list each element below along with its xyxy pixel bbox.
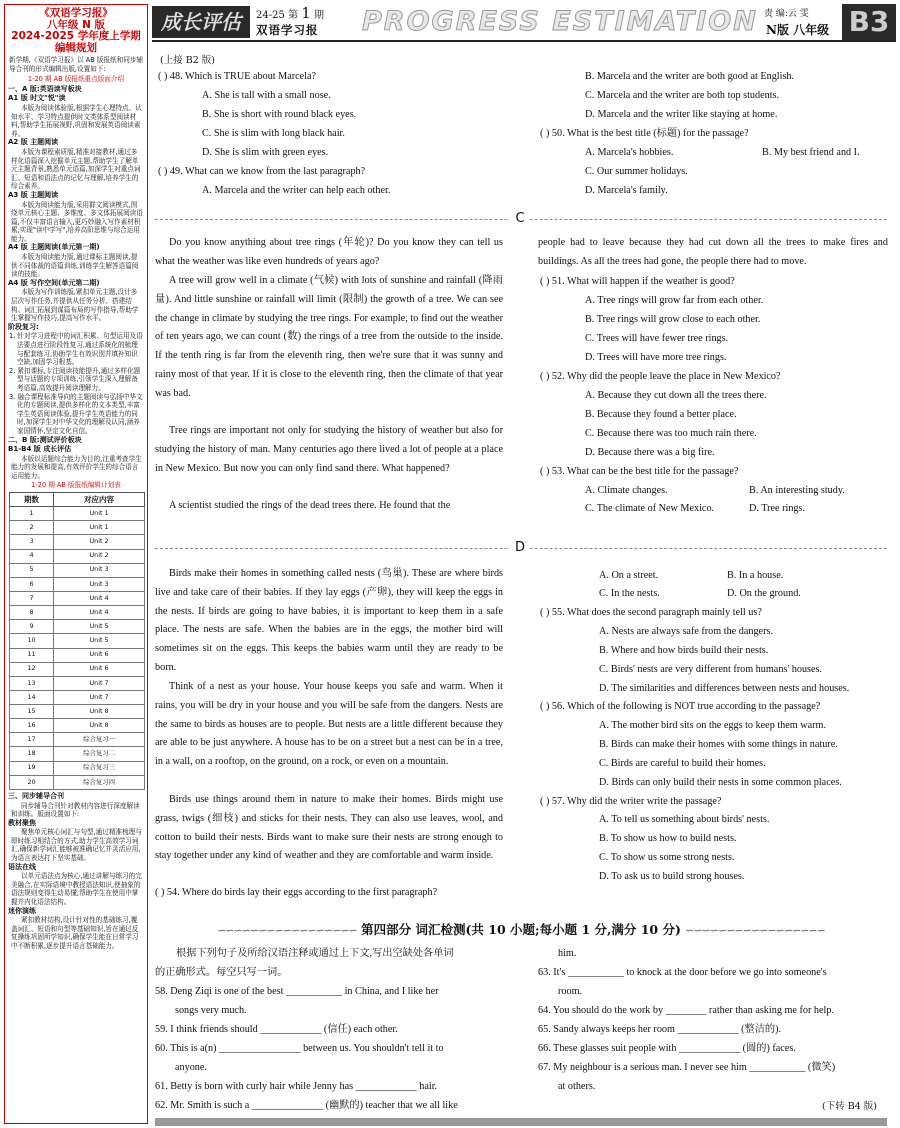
issue-cell: 14	[10, 690, 54, 704]
question-53: ( ) 53. What can be the best title for the passage?	[540, 466, 739, 477]
edition-label: N版 八年级	[766, 23, 830, 37]
content-cell: Unit 7	[54, 676, 145, 690]
c2-heading: 语法在线	[8, 862, 36, 871]
content-cell: Unit 4	[54, 591, 145, 605]
option: C. Because there was too much rain there.	[585, 428, 757, 439]
issue-cell: 16	[10, 719, 54, 733]
a4-text-2: 本版为写作训练版,紧扣单元主题,设计多层次写作任务,并提供从任务分析、搭建结构、词汇拓展到谋篇布局的写作指导,帮助学生掌握写作技巧,提高写作水平。	[11, 288, 139, 323]
content-cell: 综合复习四	[54, 775, 145, 789]
question-56: ( ) 56. Which of the following is NOT true according to the passage?	[540, 701, 821, 712]
a1-text: 本版为阅读体验版,根据学生心理特点、认知水平、学习特点提供时文类体系型阅读材料,帮助学生拓展视野,巩固和发展英语阅读素养。	[11, 103, 142, 138]
stage-review-list	[5, 332, 147, 435]
c1-heading: 教材聚焦	[8, 818, 36, 827]
sidebar-red-heading: 1-20 期 AB 版报纸重点版面介绍	[27, 75, 125, 84]
vocab-item-66: 66. These glasses suit people with ____________ (圆的) faces.	[538, 1043, 796, 1054]
vocab-item-59: 59. I think friends should ____________ (信任) each other.	[155, 1024, 398, 1035]
table-row	[10, 648, 145, 662]
issue-cell: 9	[10, 620, 54, 634]
list-item: 2. 紧扣课标,专注阅读技能提升,通过多样化题型与话题的专项训练,引领学生深入理解备考语篇,高效提升阅读理解力。	[9, 366, 141, 392]
table-row	[10, 634, 145, 648]
section-c-text: 同步辅导合刊针对教材内容进行深度解读和训练。版面设置如下:	[11, 801, 140, 819]
option: A. Climate changes.	[585, 485, 668, 496]
issue-cell: 18	[10, 747, 54, 761]
vocab-item-60-cont: anyone.	[175, 1062, 207, 1073]
content-cell: 综合复习三	[54, 761, 145, 775]
page-header	[152, 4, 896, 42]
wave-decoration: ∽∽∽∽∽∽∽∽∽∽∽∽∽∽∽∽∽	[217, 924, 357, 937]
option: B. To show us how to build nests.	[599, 833, 737, 844]
c2-text: 以单元语法点为核心,通过讲解与练习的完美融合,在实际语境中教授语法知识,使抽象的语法规则变得生动易懂,帮助学生在使用中掌握并内化语法结构。	[11, 872, 142, 907]
option: A. To tell us something about birds' nests.	[599, 814, 770, 825]
option: B. She is short with round black eyes.	[202, 109, 357, 120]
option: B. Tree rings will grow close to each other.	[585, 314, 761, 325]
issue-cell: 10	[10, 634, 54, 648]
option: C. In the nests.	[599, 588, 660, 599]
list-item: 1. 针对学习进程中的词汇积累、句型运用及语法要点进行阶段性复习,通过系统化的梳理与配套练习,协助学生有效识别并填补知识空缺,加固学习根基。	[9, 332, 143, 367]
option: D. Because there was a big fire.	[585, 447, 715, 458]
option: D. The similarities and differences between nests and houses.	[599, 683, 850, 694]
option: D. On the ground.	[727, 588, 801, 599]
passage-c-paragraph: people had to leave because they had cut down all the trees to make fires and buildings. As all the trees had gone, the people there had to move.	[538, 237, 888, 267]
plan-table-heading: 1-20 期 AB 版报纸编辑计划表	[31, 480, 121, 489]
table-row	[10, 705, 145, 719]
option: C. Birds' nests are very different from humans' houses.	[599, 664, 823, 675]
section-a-heading: 一、A 版:英语读写板块	[8, 84, 82, 93]
a4-heading-1: A4 版 主题阅读(单元第一期)	[8, 243, 100, 252]
question-50: ( ) 50. What is the best title (标题) for the passage?	[540, 128, 749, 139]
option: A. The mother bird sits on the eggs to keep them warm.	[599, 720, 827, 731]
vocab-item-65: 65. Sandy always keeps her room ____________ (整洁的).	[538, 1024, 782, 1035]
table-row	[10, 563, 145, 577]
content-cell: Unit 6	[54, 648, 145, 662]
issue-cell: 19	[10, 761, 54, 775]
option: C. To show us some strong nests.	[599, 852, 735, 863]
option: A. Because they cut down all the trees there.	[585, 390, 767, 401]
content-cell: Unit 3	[54, 577, 145, 591]
option: A. She is tall with a small nose.	[202, 90, 331, 101]
issue-cell: 13	[10, 676, 54, 690]
continued-on-note: (下转 B4 版)	[822, 1101, 877, 1112]
vocab-item-63: 63. It's ___________ to knock at the door before we go into someone's	[538, 967, 827, 978]
passage-c-paragraph: Tree rings are important not only for studying the history of weather but also for studying the history of man. Many centuries ago there lived a lot of people at a place in New Mexico. But now you can only find sand there. What happened?	[155, 425, 503, 474]
table-row	[10, 620, 145, 634]
list-item: 3. 融合课程标准导向的主题阅读与弘扬中华文化的专题阅读,提供多样化的文本类型,丰富学生英语阅读体验,提升学生英语能力的同时,加深学生对中华文化的理解及认同,涵养家国情怀,坚定文化自信。	[9, 392, 143, 435]
table-header: 对应内容	[54, 493, 145, 507]
instruction: 的正确形式。每空只写一词。	[155, 967, 288, 978]
option: D. Birds can only build their nests in some common places.	[599, 777, 842, 788]
option: C. Our summer holidays.	[585, 166, 688, 177]
question-54: ( ) 54. Where do birds lay their eggs according to the first paragraph?	[155, 887, 438, 898]
option: C. Birds are careful to build their homes.	[599, 758, 766, 769]
issue-cell: 20	[10, 775, 54, 789]
table-row	[10, 507, 145, 521]
option: B. In a house.	[727, 570, 784, 581]
continued-note: (上接 B2 版)	[160, 55, 215, 66]
paper-name: 双语学习报	[256, 23, 319, 37]
table-row	[10, 606, 145, 620]
issue-cell: 11	[10, 648, 54, 662]
a4-heading-2: A4 版 写作空间(单元第二期)	[8, 278, 100, 287]
issue-cell: 3	[10, 535, 54, 549]
c1-text: 聚焦单元核心词汇与句型,通过精准梳理与即时练习相结合的方式,助力学生高效学习词汇,确保新学词汇能够被准确记忆并灵活应用,为语言表达打下坚实基础。	[11, 828, 142, 863]
option: B. Birds can make their homes with some things in nature.	[599, 739, 838, 750]
option: A. Nests are always safe from the dangers.	[599, 626, 773, 637]
option: D. She is slim with green eyes.	[202, 147, 329, 158]
passage-c-paragraph: A scientist studied the rings of the dead trees there. He found that the	[169, 500, 451, 511]
issue-cell: 4	[10, 549, 54, 563]
section-logo: 成长评估	[152, 6, 250, 38]
vocab-item-58: 58. Deng Ziqi is one of the best ___________ in China, and I like her	[155, 986, 439, 997]
question-57: ( ) 57. Why did the writer write the passage?	[540, 796, 722, 807]
footer-bar	[155, 1118, 887, 1126]
table-row	[10, 690, 145, 704]
content-cell: Unit 3	[54, 563, 145, 577]
table-row	[10, 719, 145, 733]
issue-cell: 8	[10, 606, 54, 620]
option: C. She is slim with long black hair.	[202, 128, 345, 139]
passage-c-paragraph: Do you know anything about tree rings (年轮)? Do you know they can tell us what the weather was like even hundreds of years ago?	[155, 237, 503, 267]
instruction: 根据下列句子及所给汉语注释或通过上下文,写出空缺处各单词	[176, 948, 454, 959]
option: A. Marcela and the writer can help each other.	[202, 185, 391, 196]
a3-heading: A3 版 主题阅读	[8, 190, 59, 199]
section-c-label: C	[510, 211, 530, 226]
vocab-item-63-cont: room.	[558, 986, 583, 997]
issue-cell: 17	[10, 733, 54, 747]
question-55: ( ) 55. What does the second paragraph mainly tell us?	[540, 607, 762, 618]
vocab-item-61: 61. Betty is born with curly hair while Jenny has ____________ hair.	[155, 1081, 438, 1092]
issue-cell: 12	[10, 662, 54, 676]
section-c-heading: 三、同步辅导合刊	[8, 791, 64, 800]
table-row	[10, 591, 145, 605]
a3-text: 本版为阅读能力版,采用群文阅读模式,围绕单元核心主题、多维度、多文体拓展阅读语篇,不仅丰富语言输入,更巧妙融入写作素材积累,实现"读中学写",培养高阶思维与综合运用能力。	[11, 200, 143, 243]
option: B. My best friend and I.	[762, 147, 860, 158]
vocab-item-58-cont: songs very much.	[175, 1005, 247, 1016]
option: C. Marcela and the writer are both top students.	[585, 90, 780, 101]
c3-heading: 迷你演练	[8, 906, 36, 915]
content-cell: Unit 2	[54, 549, 145, 563]
issue-number: 24-25 第 1 期	[256, 4, 324, 22]
option: B. Where and how birds build their nests.	[599, 645, 769, 656]
vocab-item-62: 62. Mr. Smith is such a ______________ (幽默的) teacher that we all like	[155, 1100, 458, 1111]
option: D. Tree rings.	[749, 503, 806, 514]
a2-text: 本版为课程素质版,精准对接教材,通过多样化语篇深入挖掘单元主题,帮助学生了解单元主题背景,熟悉单元语篇,加深学生对重点词汇、短语和语法点的记忆与理解,培养学生的综合素养。	[11, 147, 141, 191]
wave-decoration: ∽∽∽∽∽∽∽∽∽∽∽∽∽∽∽∽∽	[685, 924, 825, 937]
sidebar-editorial-plan	[4, 4, 148, 1124]
content-cell: Unit 8	[54, 705, 145, 719]
option: D. Marcela and the writer like staying at home.	[585, 109, 778, 120]
content-cell: Unit 1	[54, 507, 145, 521]
b1-text: 本版以话题综合能力为目的,注重考查学生能力的发展和提高,有效评价学生的综合语言运用能力。	[11, 454, 142, 480]
a1-heading: A1 版 时文"悦"读	[8, 94, 66, 103]
issue-cell: 15	[10, 705, 54, 719]
table-row	[10, 521, 145, 535]
question-51: ( ) 51. What will happen if the weather is good?	[540, 276, 735, 287]
sidebar-title: 《双语学习报》 八年级 N 版 2024-2025 学年度上学期 编辑规划	[11, 7, 141, 54]
option: B. An interesting study.	[749, 485, 845, 496]
content-cell: Unit 5	[54, 634, 145, 648]
content-cell: 综合复习一	[54, 733, 145, 747]
passage-d-paragraph: Birds use things around them in nature to make their homes. Birds might use grass, twigs (细枝) and sticks for their nests. They can also use leaves, wool, and cotton to build their nests. Birds want to make sure their nests are strong enough to stay together under any kind of weather and they are comfortable and warm inside.	[155, 794, 503, 862]
table-header: 期数	[10, 493, 54, 507]
page-badge: B3	[842, 4, 896, 40]
table-row	[10, 733, 145, 747]
issue-cell: 6	[10, 577, 54, 591]
content-cell: 综合复习二	[54, 747, 145, 761]
question-52: ( ) 52. Why did the people leave the place in New Mexico?	[540, 371, 781, 382]
table-row	[10, 549, 145, 563]
table-row	[10, 676, 145, 690]
table-row	[10, 747, 145, 761]
content-cell: Unit 6	[54, 662, 145, 676]
passage-d-paragraph: Think of a nest as your house. Your house keeps you safe and warm. When it rains, you will be dry in your house and you will be safe from the dangers. Nests are the same to birds as houses are to people. But nests are a little different because they are able to be just anywhere. A house has to be on a street but a nest can be in a tree, in a wall, on a rooftop, on the ground, on a rock, or even on a mountain.	[155, 681, 503, 768]
vocab-item-67: 67. My neighbour is a serious man. I never see him ___________ (微笑)	[538, 1062, 836, 1073]
content-cell: Unit 1	[54, 521, 145, 535]
part4-heading: ∽∽∽∽∽∽∽∽∽∽∽∽∽∽∽∽∽ 第四部分 词汇检测(共 10 小题;每小题 1 分,满分 10 分) ∽∽∽∽∽∽∽∽∽∽∽∽∽∽∽∽∽	[217, 922, 825, 937]
issue-cell: 2	[10, 521, 54, 535]
option: D. Trees will have more tree rings.	[585, 352, 727, 363]
option: B. Because they found a better place.	[585, 409, 737, 420]
editor-credit: 责 编:云 雯	[764, 9, 809, 19]
stage-review-heading: 阶段复习:	[8, 322, 39, 331]
banner-title: PROGRESS ESTIMATION	[362, 6, 758, 37]
plan-table	[9, 492, 145, 790]
table-row	[10, 775, 145, 789]
content-cell: Unit 8	[54, 719, 145, 733]
table-row	[10, 535, 145, 549]
question-48: ( ) 48. Which is TRUE about Marcela?	[158, 71, 317, 82]
b1-heading: B1-B4 版 成长评估	[8, 445, 72, 454]
vocab-item-60: 60. This is a(n) ________________ between us. You shouldn't tell it to	[155, 1043, 444, 1054]
section-d-label: D	[510, 540, 530, 555]
option: A. On a street.	[599, 570, 659, 581]
option: A. Tree rings will grow far from each other.	[585, 295, 764, 306]
content-cell: Unit 2	[54, 535, 145, 549]
option: A. Marcela's hobbies.	[585, 147, 674, 158]
vocab-item-64: 64. You should do the work by ________ rather than asking me for help.	[538, 1005, 834, 1016]
vocab-item-62-cont: him.	[558, 948, 577, 959]
question-49: ( ) 49. What can we know from the last paragraph?	[158, 166, 366, 177]
issue-cell: 1	[10, 507, 54, 521]
option: D. To ask us to build strong houses.	[599, 871, 745, 882]
sidebar-intro: 新学期,《双语学习报》以 AB 版报纸和同步辅导合刊的形式编辑出版,设置如下:	[9, 56, 144, 73]
issue-cell: 5	[10, 563, 54, 577]
a2-heading: A2 版 主题阅读	[8, 138, 59, 147]
issue-cell: 7	[10, 591, 54, 605]
content-cell: Unit 5	[54, 620, 145, 634]
option: C. The climate of New Mexico.	[585, 503, 715, 514]
option: D. Marcela's family.	[585, 185, 668, 196]
c3-text: 紧扣教材结构,设计针对性的基础练习,覆盖词汇、短语和句型等基础知识,旨在通过反复操练巩固所学知识,确保学生能在日常学习中不断积累,逐步提升语言基础能力。	[11, 916, 139, 950]
passage-c-paragraph: A tree will grow well in a climate (气候) with lots of sunshine and rainfall (降雨量). And little sunshine or rainfall will limit (限制) the growth of a tree. We can see the change in climate by studying the tree rings. For example, to find out the weather of ten years ago, we can count (数) the rings of a tree from the outside to the inside. If the tenth ring is far from the eleventh ring, then we're sure that it was sunny and rainy most of that year. If it is close to the eleventh ring, then the climate of that year was bad.	[155, 275, 503, 399]
passage-d-paragraph: Birds make their homes in something called nests (鸟巢). These are where birds live and take care of their babies. If they lay eggs (产卵), they will keep the eggs in the nests. If birds are going to have babies, it is important to keep them in a safe place. The nests are safe. When the babies are in the eggs, the mother bird will sometimes sit on the eggs. This keeps the babies warm until they are ready to be born.	[155, 568, 503, 673]
content-cell: Unit 4	[54, 606, 145, 620]
section-b-heading: 二、B 版:测试评价板块	[8, 435, 82, 444]
vocab-item-67-cont: at others.	[558, 1081, 596, 1092]
option: B. Marcela and the writer are both good at English.	[585, 71, 795, 82]
table-row	[10, 577, 145, 591]
table-row	[10, 662, 145, 676]
a4-text-1: 本版为阅读能力版,通过课标主题阅读,提供不同体裁的语篇训练,训练学生解答语篇阅读的技能。	[11, 253, 139, 279]
content-cell: Unit 7	[54, 690, 145, 704]
option: C. Trees will have fewer tree rings.	[585, 333, 729, 344]
table-row	[10, 761, 145, 775]
